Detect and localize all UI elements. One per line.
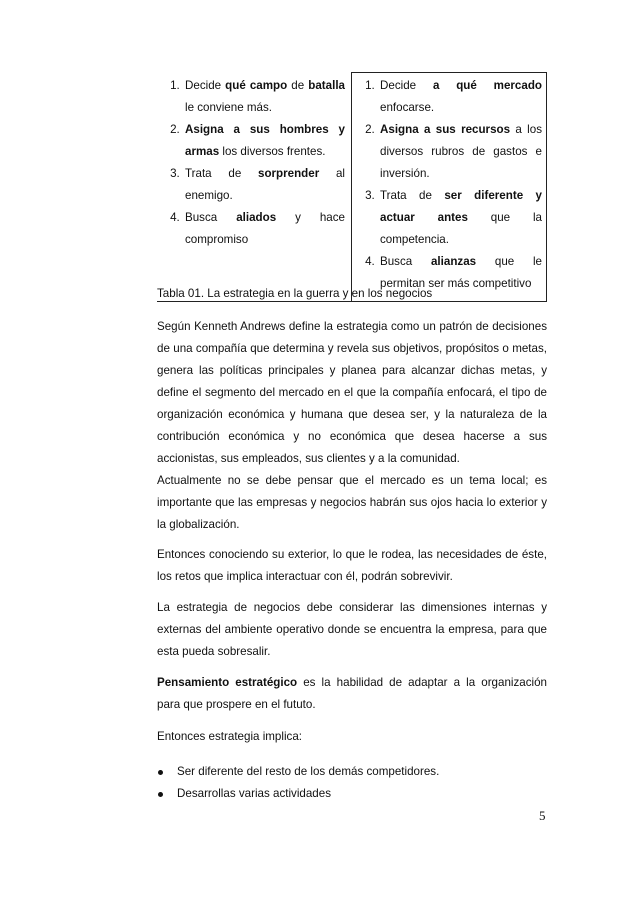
list-item: Desarrollas varias actividades bbox=[157, 783, 547, 805]
strategy-comparison-table bbox=[157, 72, 547, 302]
paragraph-market-global: Actualmente no se debe pensar que el mercado es un tema local; es importante que las empresas y negocios habrán sus ojos hacia lo exterior y la globalización. bbox=[157, 474, 547, 531]
war-strategy-item-1: 1. Decide qué campo de batalla le conviene más. bbox=[183, 75, 347, 119]
strategic-thinking-definition: es la habilidad de adaptar a la organización para que prospere en el fututo. bbox=[157, 676, 547, 711]
business-strategy-item-3: 3. Trata de ser diferente y actuar antes que la competencia. bbox=[378, 185, 542, 251]
business-strategy-column bbox=[352, 73, 547, 302]
business-strategy-item-1: 1. Decide a qué mercado enfocarse. bbox=[378, 75, 542, 119]
strategy-implies-list bbox=[157, 761, 547, 805]
page-number: 5 bbox=[539, 808, 546, 823]
war-strategy-item-2: 2. Asigna a sus hombres y armas los diversos frentes. bbox=[183, 119, 347, 163]
paragraph-strategy-implies: Entonces estrategia implica: bbox=[157, 730, 302, 743]
business-strategy-list bbox=[356, 75, 542, 295]
paragraph-business-dimensions: La estrategia de negocios debe considerar las dimensiones internas y externas del ambiente operativo donde se encuentra la empresa, para que esta pueda sobresalir. bbox=[157, 601, 547, 658]
bullet-icon bbox=[158, 770, 163, 775]
list-item: Ser diferente del resto de los demás competidores. bbox=[157, 761, 547, 783]
war-strategy-item-3: 3. Trata de sorprender al enemigo. bbox=[183, 163, 347, 207]
business-strategy-item-2: 2. Asigna a sus recursos a los diversos rubros de gastos e inversión. bbox=[378, 119, 542, 185]
war-strategy-column bbox=[157, 73, 352, 302]
bullet-icon bbox=[158, 792, 163, 797]
paragraph-know-exterior: Entonces conociendo su exterior, lo que le rodea, las necesidades de éste, los retos que implica interactuar con él, podrán sobrevivir. bbox=[157, 548, 547, 583]
paragraph-strategic-thinking bbox=[157, 672, 547, 716]
war-strategy-item-4: 4. Busca aliados y hace compromiso bbox=[183, 207, 347, 251]
strategic-thinking-term: Pensamiento estratégico bbox=[157, 676, 298, 689]
paragraph-andrews-definition: Según Kenneth Andrews define la estrategia como un patrón de decisiones de una compañía que determina y revela sus objetivos, propósitos o metas, genera las políticas principales y planea para alcanzar dichas metas, y define el segmento del mercado en el que la compañía enfocará, el tipo de organización económica y humana que desea ser, y la naturaleza de la contribución económica y no económica que desea hacerse a sus accionistas, sus empleados, sus clientes y a la comunidad. bbox=[157, 320, 547, 465]
business-strategy-item-4: 4. Busca alianzas que le permitan ser más competitivo bbox=[378, 251, 542, 295]
table-caption: Tabla 01. La estrategia en la guerra y en los negocios bbox=[157, 287, 433, 300]
war-strategy-list bbox=[161, 75, 347, 251]
